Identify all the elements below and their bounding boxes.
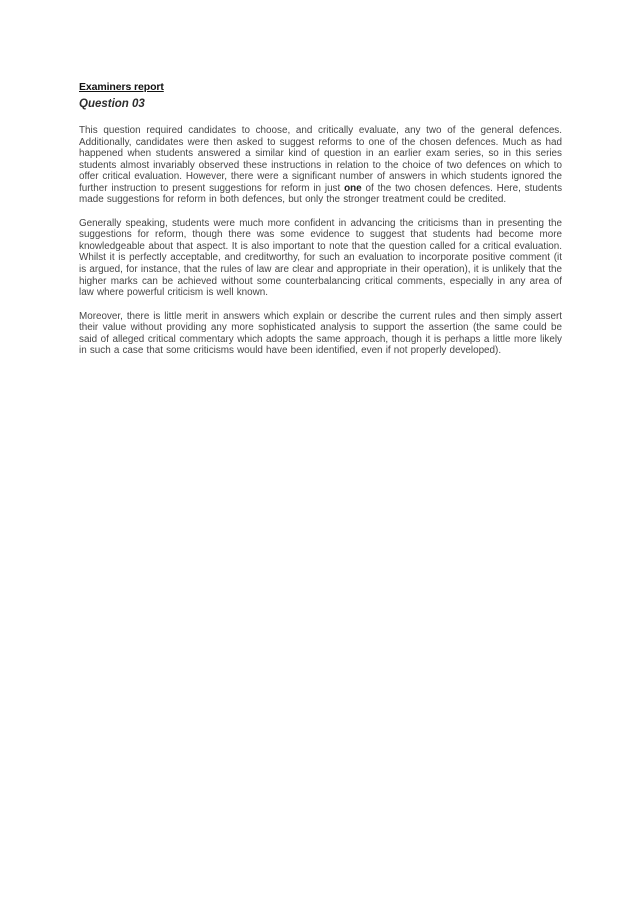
question-heading: Question 03 [79,98,145,110]
paragraph-text-after-emphasis: of the two chosen defences. Here, students made suggestions for reform in both defences, but only the stronger treatment could be credited. [79,182,563,206]
paragraph-merit: Moreover, there is little merit in answers which explain or describe the current rules and then simply assert their value without providing any more sophisticated analysis to support the assertion (the same could be said of alleged critical commentary which adopts the same approach, though it is perhaps a little more likely in such a case that some criticisms would have been identified, even if not properly developed). [79,310,562,357]
paragraph-instructions [79,125,562,206]
scanned-report-excerpt [79,97,562,369]
examiners-report-label: Examiners report [79,81,164,93]
emphasis-word: one [344,182,362,194]
paragraph-criticisms: Generally speaking, students were much more confident in advancing the criticisms than in presenting the suggestions for reform, though there was some evidence to suggest that students had become more knowledgeable about that aspect. It is also important to note that the question called for a critical evaluation. Whilst it is perfectly acceptable, and creditworthy, for such an evaluation to incorporate positive comment (it is argued, for instance, that the rules of law are clear and appropriate in their operation), it is unlikely that the higher marks can be achieved without some counterbalancing critical comments, especially in any area of law where powerful criticism is well known. [79,217,562,299]
paragraph-text-before-emphasis: This question required candidates to choose, and critically evaluate, any two of the general defences. Additionally, candidates were then asked to suggest reforms to one of the chosen defences. Much as had happened when students answered a similar kind of question in an earlier exam series, so in this series students almost invariably observed these instructions in relation to the choice of two defences on which to offer critical evaluation. However, there were a significant number of answers in which students ignored the further instruction to present suggestions for reform in just [79,125,562,194]
